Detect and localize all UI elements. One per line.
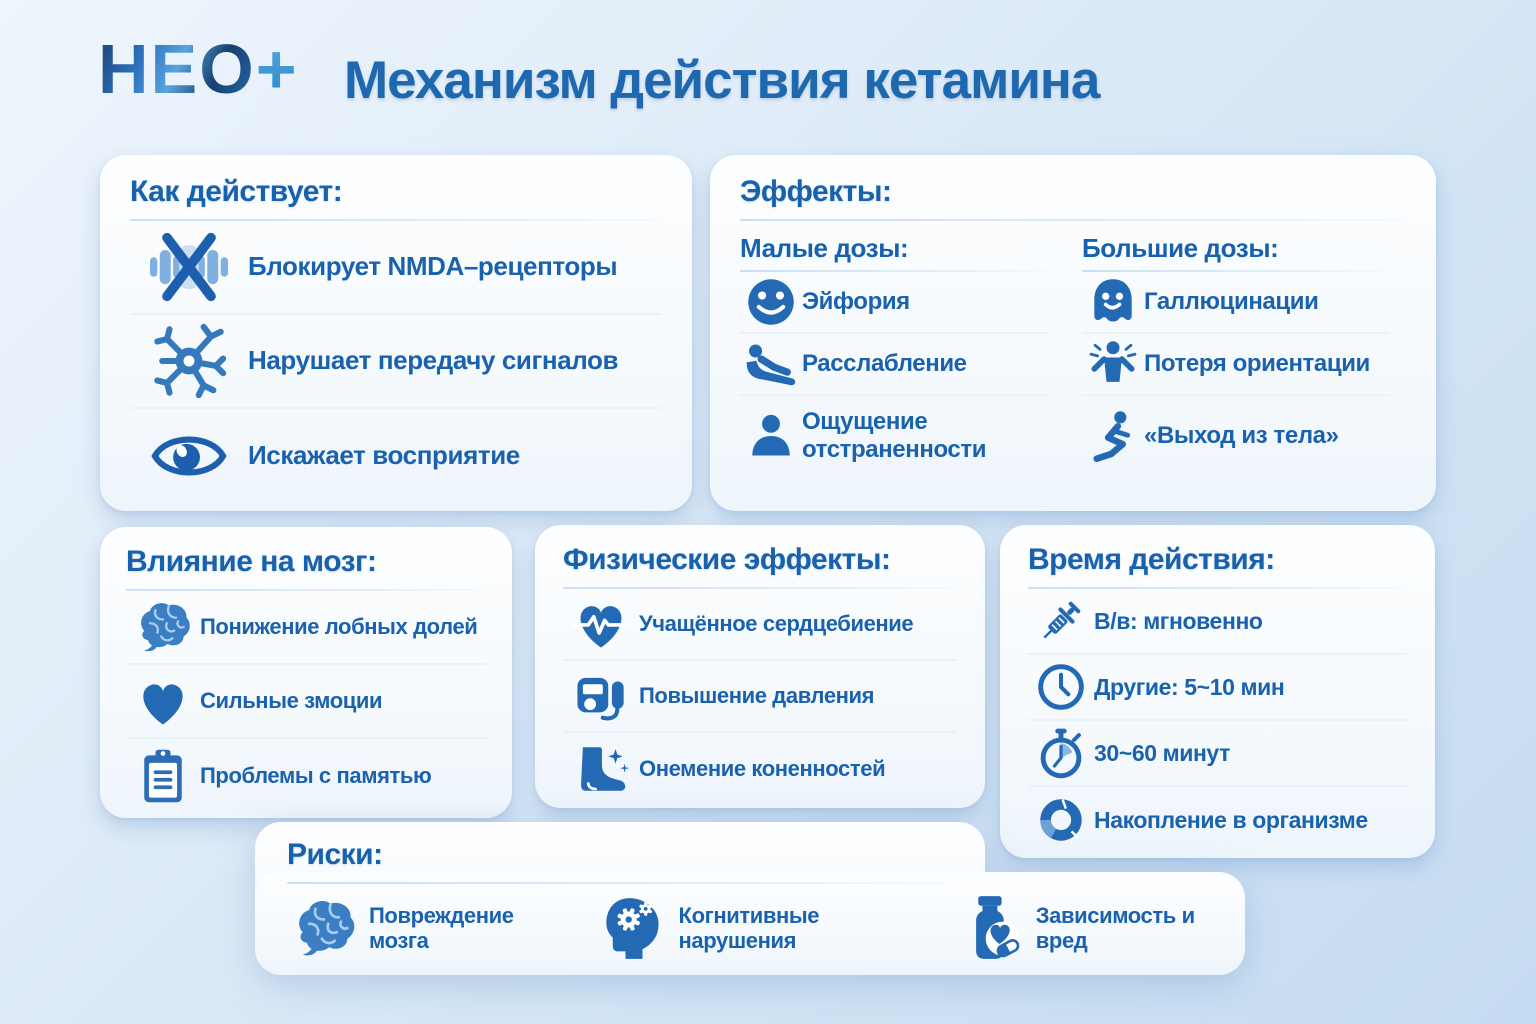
item-label: Повреждение мозга (369, 902, 514, 953)
item-label: Накопление в организме (1094, 806, 1368, 833)
head-gears-icon (600, 893, 668, 963)
item-label: «Выход из тела» (1144, 422, 1339, 450)
icon-cell (1028, 658, 1094, 716)
neo-plus-logo (98, 30, 299, 108)
item-label: Ощущение отстраненности (802, 408, 987, 463)
icon-cell (130, 414, 248, 498)
list-item (1028, 589, 1407, 655)
icon-cell (1082, 274, 1144, 330)
card-how-it-works (100, 155, 692, 511)
card-title: Эффекты: (740, 175, 892, 208)
card-brain-influence (100, 527, 512, 818)
clipboard-icon (132, 746, 194, 806)
icon-cell (954, 890, 1028, 966)
list-item (740, 272, 1048, 334)
item-label: Учащённое сердцебиение (639, 611, 914, 637)
icon-cell (740, 408, 802, 464)
card-body (255, 822, 1245, 975)
item-label: Эйфория (802, 288, 910, 316)
card-effects (710, 155, 1436, 511)
brain-damage-icon (290, 893, 358, 963)
list-item (1028, 721, 1407, 787)
page-title: Механизм действия кетамина (344, 51, 1100, 110)
smiley-face-icon (745, 276, 797, 328)
icon-cell (1082, 336, 1144, 392)
list-item (1082, 396, 1390, 476)
list-item (563, 733, 957, 805)
card-body (710, 155, 1436, 511)
column-subtitle: Малые дозы: (740, 233, 909, 263)
item-label: Проблемы с памятью (200, 763, 432, 789)
numb-foot-icon (571, 740, 631, 798)
item-label: Расслабление (802, 350, 967, 378)
list-item (597, 890, 902, 966)
icon-cell (563, 664, 639, 728)
list-item (130, 409, 662, 503)
icon-cell (740, 274, 802, 330)
icon-cell (130, 225, 248, 309)
card-physical-effects (535, 525, 985, 808)
icon-cell (130, 319, 248, 403)
list-item (954, 890, 1217, 966)
blood-pressure-icon (571, 667, 631, 725)
item-label: Другие: 5~10 мин (1094, 673, 1285, 700)
icon-cell (126, 668, 200, 734)
person-icon (745, 410, 797, 462)
card-body (100, 527, 512, 818)
reclining-person-icon (745, 338, 797, 390)
clock-icon (1035, 661, 1087, 713)
column-subtitle: Большие дозы: (1082, 233, 1279, 263)
icon-cell (1028, 724, 1094, 782)
nmda-blocked-receptor-icon (139, 228, 239, 306)
icon-cell (563, 592, 639, 656)
icon-cell (563, 737, 639, 801)
icon-cell (126, 594, 200, 660)
list-item (1028, 655, 1407, 721)
item-label: Галлюцинации (1144, 288, 1319, 316)
list-item (126, 665, 486, 739)
syringe-icon (1035, 595, 1087, 647)
brain-icon (132, 597, 194, 657)
icon-cell (597, 890, 671, 966)
item-label: Сильные змоции (200, 688, 383, 714)
card-title: Время действия: (1028, 543, 1275, 576)
small-doses-column (740, 233, 1048, 476)
list-item (740, 396, 1048, 476)
item-label: Когнитивные нарушения (678, 902, 820, 953)
item-label: Повышение давления (639, 683, 875, 709)
stopwatch-icon (1035, 727, 1087, 779)
heart-pulse-icon (571, 595, 631, 653)
logo-text: НЕО (98, 30, 256, 108)
card-body (535, 525, 985, 808)
card-body (1000, 525, 1435, 858)
list-item (563, 661, 957, 733)
icon-cell (1082, 408, 1144, 464)
divider (740, 219, 1406, 221)
item-label: Онемение коненностей (639, 756, 886, 782)
icon-cell (740, 336, 802, 392)
item-label: 30~60 минут (1094, 739, 1230, 766)
icon-cell (287, 890, 361, 966)
neuron-icon (139, 322, 239, 400)
card-title: Влияние на мозг: (126, 545, 377, 578)
icon-cell (126, 743, 200, 809)
list-item (130, 315, 662, 409)
list-item (126, 591, 486, 665)
item-label: Понижение лобных долей (200, 614, 478, 640)
floating-person-icon (1087, 410, 1139, 462)
list-item (1082, 272, 1390, 334)
pill-bottle-icon (957, 893, 1025, 963)
item-label: Нарушает передачу сигналов (248, 345, 619, 376)
disoriented-person-icon (1087, 338, 1139, 390)
list-item (740, 334, 1048, 396)
item-label: Блокирует NMDA–рецепторы (248, 251, 618, 282)
card-duration (1000, 525, 1435, 858)
logo-plus-icon: + (255, 30, 299, 108)
card-title: Риски: (287, 838, 383, 871)
list-item (287, 890, 545, 966)
card-title: Как действует: (130, 175, 343, 208)
divider (287, 882, 953, 884)
list-item (1082, 334, 1390, 396)
card-body (100, 155, 692, 511)
item-label: В/в: мгновенно (1094, 607, 1263, 634)
large-doses-column (1082, 233, 1390, 476)
item-label: Зависимость и вред (1035, 902, 1195, 953)
card-risks (255, 822, 1245, 975)
list-item (130, 221, 662, 315)
list-item (126, 739, 486, 813)
list-item (563, 589, 957, 661)
heart-icon (132, 671, 194, 731)
risks-items-row (287, 886, 1217, 970)
effects-columns (740, 233, 1406, 476)
icon-cell (1028, 592, 1094, 650)
card-title: Физические эффекты: (563, 543, 891, 576)
item-label: Искажает восприятие (248, 440, 520, 471)
ghost-icon (1087, 276, 1139, 328)
eye-icon (139, 417, 239, 495)
item-label: Потеря ориентации (1144, 350, 1370, 378)
